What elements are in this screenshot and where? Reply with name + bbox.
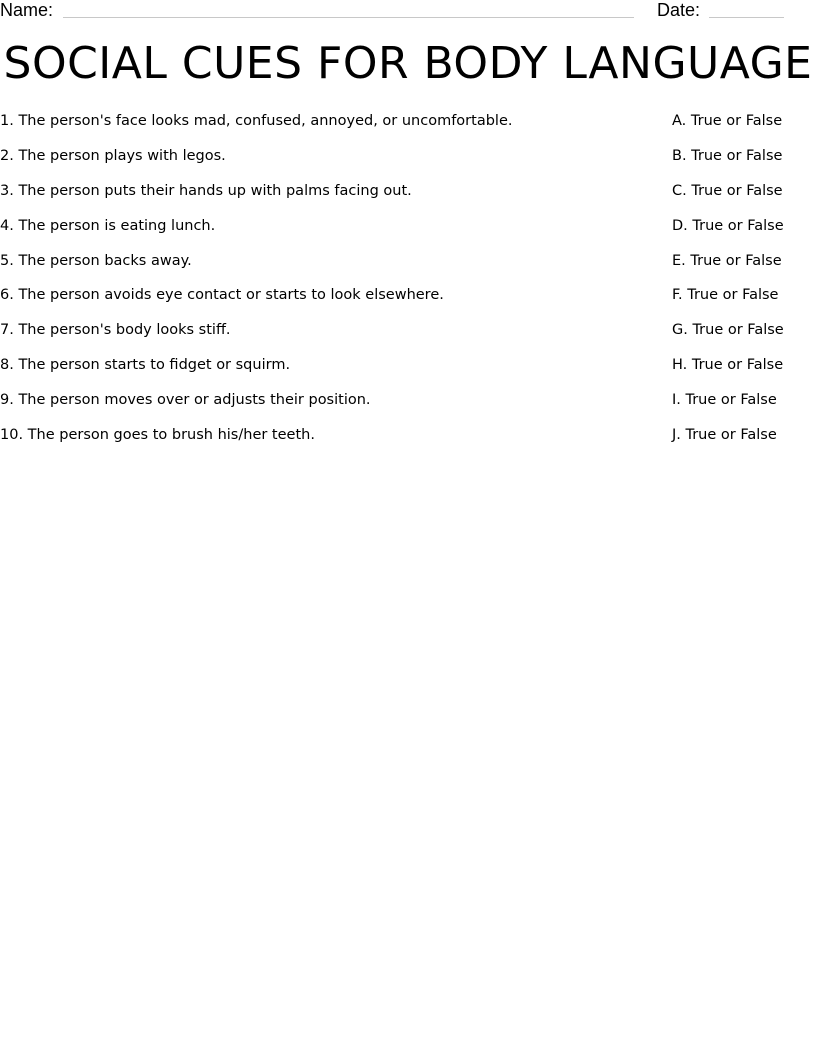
answer-choice: A. True or False	[672, 113, 783, 129]
question-row-8	[0, 355, 816, 390]
answer-choice: G. True or False	[672, 322, 784, 339]
date-label: Date:	[657, 0, 701, 20]
answer-choice: C. True or False	[672, 182, 783, 199]
question-text: 1. The person's face looks mad, confused, annoyed, or uncomfortable.	[0, 113, 513, 129]
question-text: 2. The person plays with legos.	[0, 147, 226, 164]
question-row-5	[0, 251, 816, 286]
question-text: 8. The person starts to fidget or squirm.	[0, 357, 291, 374]
question-row-4	[0, 216, 816, 251]
question-text: 3. The person puts their hands up with palms facing out.	[0, 182, 412, 199]
page-title: SOCIAL CUES FOR BODY LANGUAGE	[3, 38, 813, 89]
question-text: 5. The person backs away.	[0, 252, 192, 269]
question-row-7	[0, 320, 816, 355]
question-row-9	[0, 390, 816, 425]
answer-choice: F. True or False	[672, 287, 779, 304]
question-row-3	[0, 181, 816, 216]
answer-choice: J. True or False	[672, 427, 777, 444]
question-row-2	[0, 146, 816, 181]
question-text: 6. The person avoids eye contact or starts to look elsewhere.	[0, 287, 444, 304]
question-list	[0, 111, 816, 460]
question-row-1	[0, 111, 816, 146]
question-text: 7. The person's body looks stiff.	[0, 322, 231, 339]
answer-choice: E. True or False	[672, 252, 782, 269]
answer-choice: H. True or False	[672, 357, 784, 374]
question-text: 10. The person goes to brush his/her teeth.	[0, 427, 315, 444]
question-text: 4. The person is eating lunch.	[0, 217, 216, 234]
name-field[interactable]	[63, 17, 634, 18]
worksheet-header	[0, 0, 816, 22]
date-field[interactable]	[709, 17, 784, 18]
question-row-10	[0, 425, 816, 460]
answer-choice: B. True or False	[672, 147, 783, 164]
question-text: 9. The person moves over or adjusts their position.	[0, 392, 371, 409]
answer-choice: D. True or False	[672, 217, 784, 234]
question-row-6	[0, 285, 816, 320]
answer-choice: I. True or False	[672, 392, 777, 409]
name-label: Name:	[0, 0, 54, 20]
